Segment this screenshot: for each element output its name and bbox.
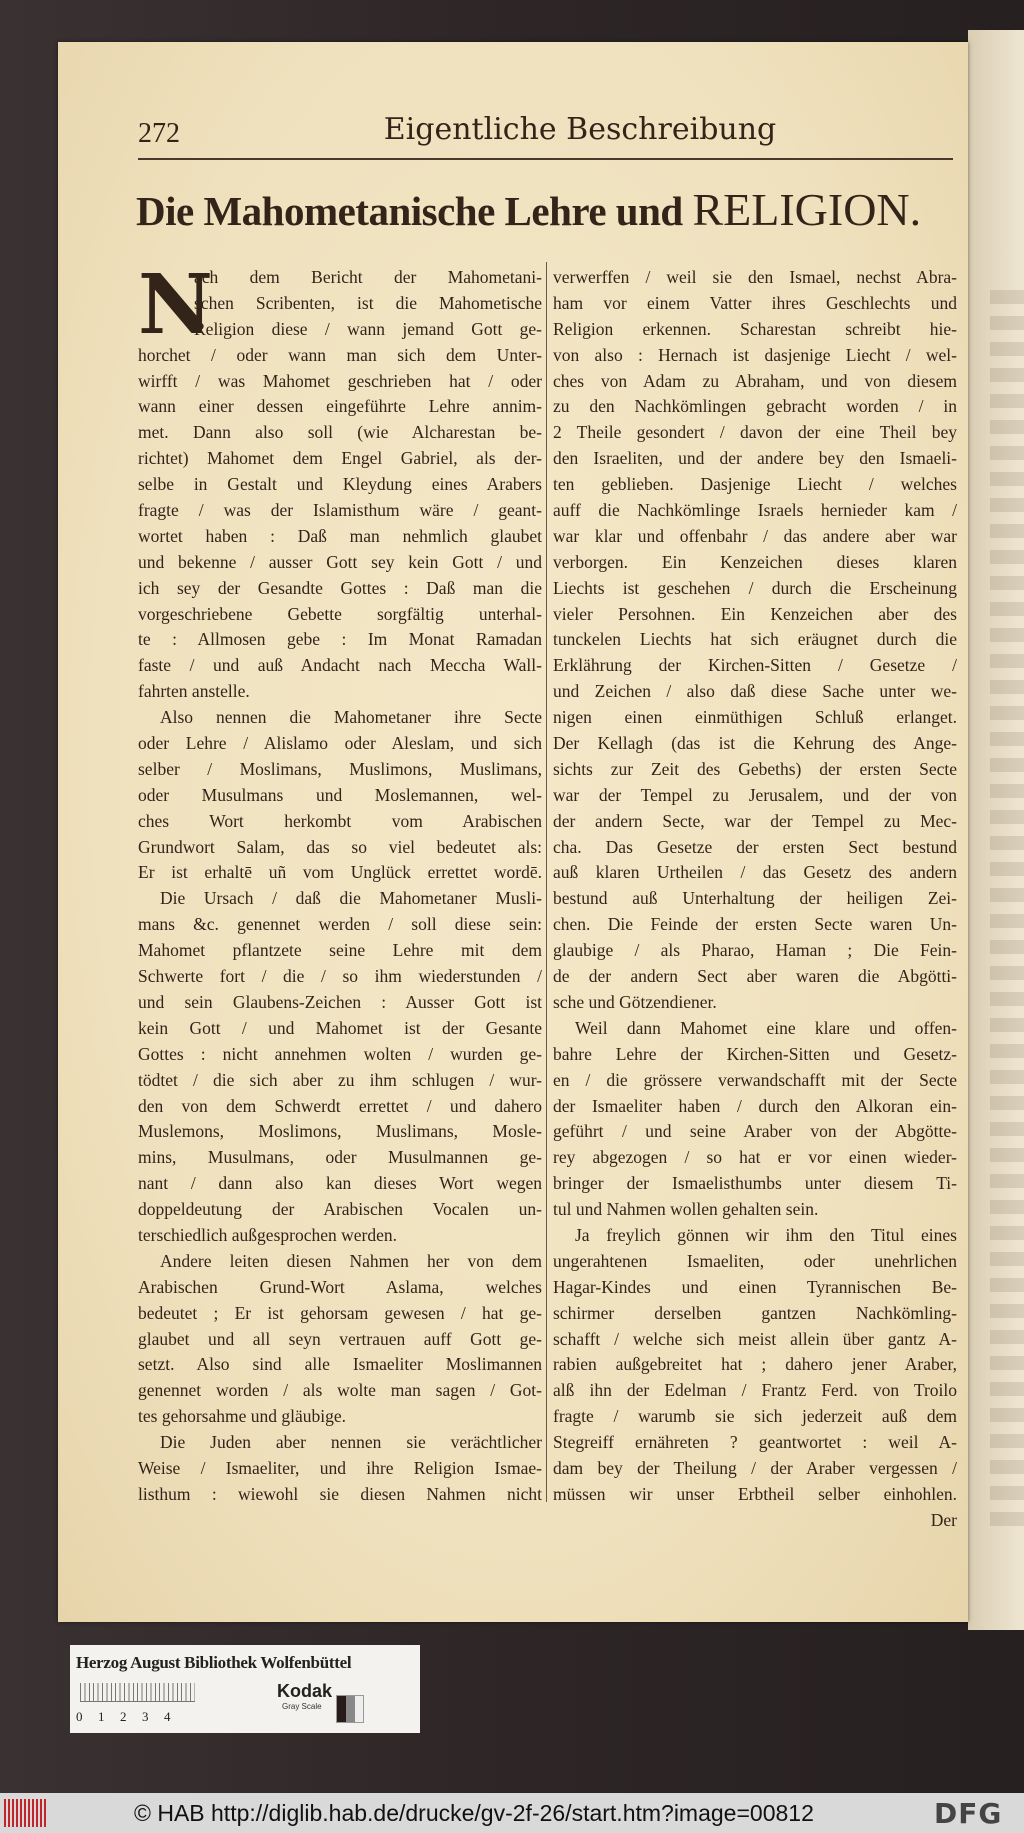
- text-line: den Israeliten, und der andere bey den Ismaeli-: [553, 448, 957, 469]
- text-line: listhum : wiewohl sie diesen Nahmen nicht: [138, 1483, 542, 1504]
- text-line: kein Gott / und Mahomet ist der Gesante: [138, 1017, 542, 1038]
- text-line: war der Tempel zu Jerusalem, und der von: [553, 784, 957, 805]
- text-line: wann einer dessen eingeführte Lehre annim-: [138, 396, 542, 417]
- text-line: wortet haben : Daß man nehmlich glaubet: [138, 525, 542, 546]
- text-line: Er ist erhaltē uñ vom Unglück errettet wordē.: [138, 862, 542, 883]
- text-line: ungerahtenen Ismaeliten, oder unehrlichen: [553, 1250, 957, 1271]
- text-line: rabien außgebreitet hat ; dahero jener Araber,: [553, 1354, 957, 1375]
- text-line: schirmer derselben gantzen Nachkömling-: [553, 1302, 957, 1323]
- scan-calibration-card: [70, 1645, 420, 1733]
- text-line: alß ihn der Edelman / Frantz Ferd. von Troilo: [553, 1380, 957, 1401]
- text-line: oder Lehre / Alislamo oder Aleslam, und sich: [138, 733, 542, 754]
- text-line: Weise / Ismaeliter, und ihre Religion Ismae-: [138, 1457, 542, 1478]
- text-line: der andern Secte, war der Tempel zu Mec-: [553, 810, 957, 831]
- text-line: und bekenne / ausser Gott sey kein Gott / und: [138, 551, 542, 572]
- text-line: Hagar-Kindes und einen Tyrannischen Be-: [553, 1276, 957, 1297]
- text-line: en / die grössere verwandschafft mit der Secte: [553, 1069, 957, 1090]
- text-line: setzt. Also sind alle Ismaeliter Moslimannen: [138, 1354, 542, 1375]
- text-line: Religion diese / wann jemand Gott ge-: [194, 318, 542, 339]
- text-line: Gottes : nicht annehmen wolten / wurden ge-: [138, 1043, 542, 1064]
- text-line: geführt / und seine Araber von der Abgötte-: [553, 1121, 957, 1142]
- right-text-column: [553, 265, 957, 1534]
- text-line: war klar und offenbahr / das andere aber war: [553, 525, 957, 546]
- text-line: ach dem Bericht der Mahometani-: [194, 267, 542, 287]
- text-line: wirfft / was Mahomet geschrieben hat / oder: [138, 370, 542, 391]
- text-line: verwerffen / weil sie den Ismael, nechst Abra-: [553, 267, 957, 287]
- text-line: terschiedlich außgesprochen werden.: [138, 1224, 397, 1245]
- text-line: Andere leiten diesen Nahmen her von dem: [160, 1250, 542, 1271]
- text-line: chen. Die Feinde der ersten Secte waren Un-: [553, 914, 957, 935]
- text-line: doppeldeutung der Arabischen Vocalen un-: [138, 1199, 542, 1220]
- text-line: tes gehorsahme und gläubige.: [138, 1406, 347, 1427]
- text-line: de der andern Sect aber waren die Abgötti-: [553, 966, 957, 987]
- text-line: bringer der Ismaelisthumbs unter diesem Ti-: [553, 1173, 957, 1194]
- tick-label: 1: [98, 1709, 105, 1724]
- text-line: sche und Götzendiener.: [553, 991, 717, 1012]
- text-line: auß klaren Urtheilen / das Gesetz des andern: [553, 862, 957, 883]
- drop-cap: N: [138, 257, 213, 353]
- text-line: bedeutet ; Er ist gehorsam gewesen / hat ge-: [138, 1302, 542, 1323]
- text-line: Mahomet pflantzete seine Lehre mit dem: [138, 940, 542, 961]
- tick-label: 3: [142, 1709, 149, 1724]
- text-line: Die Juden aber nennen sie verächtlicher: [160, 1432, 542, 1453]
- chapter-title: [136, 184, 956, 237]
- text-line: fragte / warumb sie sich jederzeit auß dem: [553, 1406, 957, 1427]
- text-line: selbe in Gestalt und Kleydung eines Arabers: [138, 474, 542, 495]
- text-line: fahrten anstelle.: [138, 681, 250, 702]
- title-roman: RELIGION.: [692, 184, 922, 235]
- text-line: vorgeschriebene Gebette sorgfältig unterhal-: [138, 603, 542, 624]
- text-line: tunckelen Liechts hat sich eräugnet durch die: [553, 629, 957, 650]
- text-line: tödtet / die sich aber zu ihm schlugen / wur-: [138, 1069, 542, 1090]
- text-line: fragte / was der Islamisthum wäre / geant-: [138, 500, 542, 521]
- text-line: vieler Persohnen. Ein Kenzeichen aber des: [553, 603, 957, 624]
- text-line: verborgen. Ein Kenzeichen dieses klaren: [553, 551, 957, 572]
- text-line: glaubige / als Pharao, Haman ; Die Fein-: [553, 940, 957, 961]
- text-line: mans &c. genennet werden / soll diese sein:: [138, 914, 542, 935]
- text-line: Weil dann Mahomet eine klare und offen-: [575, 1017, 957, 1038]
- text-line: glaubet und all seyn vertrauen auff Gott ge-: [138, 1328, 542, 1349]
- text-line: der Ismaeliter haben / durch den Alkoran ein-: [553, 1095, 957, 1116]
- text-line: richtet) Mahomet dem Engel Gabriel, als der-: [138, 448, 542, 469]
- text-line: selber / Moslimans, Muslimons, Muslimans,: [138, 758, 542, 779]
- title-fraktur: Die Mahometanische Lehre und: [136, 188, 683, 234]
- text-line: zu den Nachkömlingen gebracht worden / in: [553, 396, 957, 417]
- text-line: cha. Das Gesetze der ersten Sect bestund: [553, 836, 957, 857]
- text-line: schen Scribenten, ist die Mahometische: [194, 292, 542, 313]
- text-line: müssen wir unser Erbtheil selber einhohlen.: [553, 1483, 957, 1504]
- text-line: Die Ursach / daß die Mahometaner Musli-: [160, 888, 542, 909]
- text-line: ten geblieben. Dasjenige Liecht / welches: [553, 474, 957, 495]
- tick-label: 2: [120, 1709, 127, 1724]
- text-line: ham vor einem Vatter ihres Geschlechts und: [553, 292, 957, 313]
- text-line: Der Kellagh (das ist die Kehrung des Ange-: [553, 733, 957, 754]
- text-line: genennet worden / als wolte man sagen / Got-: [138, 1380, 542, 1401]
- tick-label: 4: [164, 1709, 171, 1724]
- text-line: Stegreiff ernähreten ? geantwortet : weil A-: [553, 1432, 957, 1453]
- text-line: ches von Adam zu Abraham, und von diesem: [553, 370, 957, 391]
- text-line: von also : Hernach ist dasjenige Liecht / wel-: [553, 344, 957, 365]
- text-line: oder Musulmans und Moslemannen, wel-: [138, 784, 542, 805]
- footer-bar: [0, 1793, 1024, 1833]
- text-line: Liechts ist geschehen / durch die Erscheinung: [553, 577, 957, 598]
- institution-name: Herzog August Bibliothek Wolfenbüttel: [76, 1653, 352, 1672]
- text-line: Ja freylich gönnen wir ihm den Titul eines: [575, 1224, 957, 1245]
- text-line: tul und Nahmen wollen gehalten sein.: [553, 1199, 819, 1220]
- text-line: Schwerte fort / die / so ihm wiederstunden /: [138, 966, 542, 987]
- text-line: auff die Nachkömlinge Israels hernieder kam /: [553, 500, 957, 521]
- text-line: bahre Lehre der Kirchen-Sitten und Gesetz-: [553, 1043, 957, 1064]
- running-head: Eigentliche Beschreibung: [383, 112, 777, 147]
- scale-ruler: [80, 1683, 195, 1702]
- text-line: sichts zur Zeit des Gebeths) der ersten Secte: [553, 758, 957, 779]
- text-line: Arabischen Grund-Wort Aslama, welches: [138, 1276, 542, 1297]
- text-line: bestund auß Unterhaltung der heiligen Zei-: [553, 888, 957, 909]
- text-line: horchet / oder wann man sich dem Unter-: [138, 344, 542, 365]
- text-line: faste / und auß Andacht nach Meccha Wall-: [138, 655, 542, 676]
- text-line: mins, Musulmans, oder Musulmannen ge-: [138, 1147, 542, 1168]
- text-line: Religion erkennen. Scharestan schreibt hie-: [553, 318, 957, 339]
- page-number: 272: [138, 118, 180, 149]
- text-line: ches Wort herkombt vom Arabischen: [138, 810, 542, 831]
- kodak-brand: Kodak: [277, 1681, 333, 1701]
- text-line: rey abgezogen / so hat er vor einen wieder-: [553, 1147, 957, 1168]
- adjacent-page-edge: [968, 30, 1024, 1630]
- dfg-logo: DFG: [934, 1797, 1003, 1830]
- text-line: und sein Glaubens-Zeichen : Ausser Gott ist: [138, 991, 542, 1012]
- bleed-through-text: [990, 290, 1024, 1530]
- text-line: Erklährung der Kirchen-Sitten / Gesetze /: [553, 655, 957, 676]
- text-line: ich sey der Gesandte Gottes : Daß man die: [138, 577, 542, 598]
- tick-label: 0: [76, 1709, 83, 1724]
- ruler-ticks: [76, 1709, 186, 1725]
- text-line: te : Allmosen gebe : Im Monat Ramadan: [138, 629, 542, 650]
- text-line: Grundwort Salam, das so viel bedeutet als:: [138, 836, 542, 857]
- text-line: dam bey der Theilung / der Araber vergessen /: [553, 1457, 957, 1478]
- text-line: 2 Theile gesondert / davon der eine Theil bey: [553, 422, 957, 443]
- header-rule: [138, 158, 953, 160]
- text-line: schafft / welche sich meist allein über gantz A-: [553, 1328, 957, 1349]
- text-line: und Zeichen / also daß diese Sache unter we-: [553, 681, 957, 702]
- text-line: met. Dann also soll (wie Alcharestan be-: [138, 422, 542, 443]
- text-line: nant / dann also kan dieses Wort wegen: [138, 1173, 542, 1194]
- text-line: nigen einen einmüthigen Schluß erlanget.: [553, 707, 957, 728]
- gray-scale-label: Gray Scale: [282, 1702, 322, 1711]
- text-line: Also nennen die Mahometaner ihre Secte: [160, 707, 542, 728]
- text-line: Muslemons, Moslimons, Muslimans, Mosle-: [138, 1121, 542, 1142]
- text-line: Der: [930, 1509, 957, 1530]
- column-divider: [546, 262, 547, 1502]
- gray-swatch: [336, 1695, 364, 1723]
- copyright-link[interactable]: © HAB http://diglib.hab.de/drucke/gv-2f-26/start.htm?image=00812: [134, 1800, 814, 1826]
- left-text-column: [138, 257, 542, 1508]
- hab-logo-icon: [4, 1799, 46, 1827]
- text-line: den von dem Schwerdt errettet / und dahero: [138, 1095, 542, 1116]
